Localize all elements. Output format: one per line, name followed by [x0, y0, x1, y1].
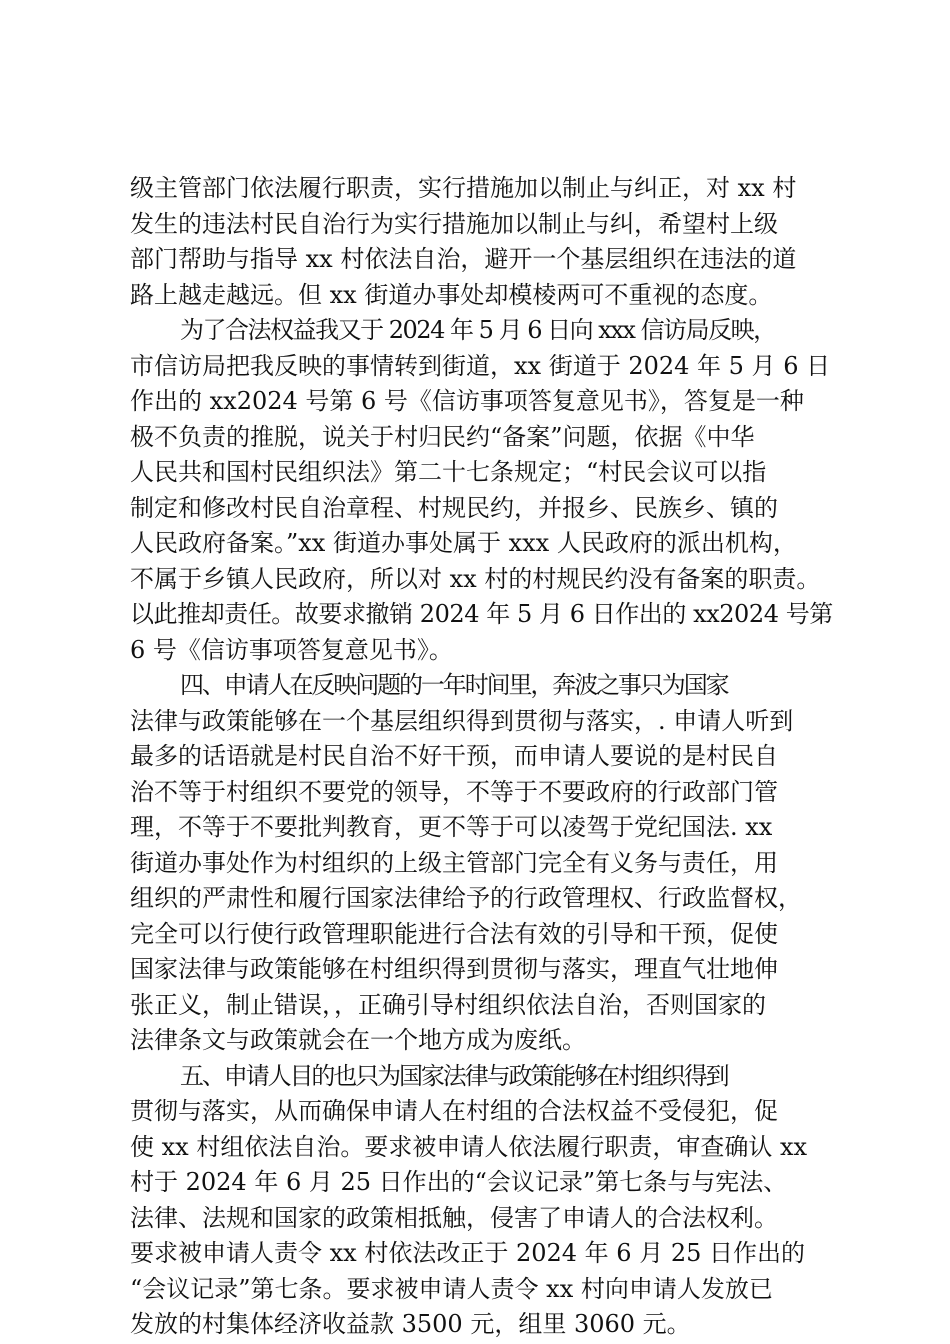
text-line: 法律条文与政策就会在一个地方成为废纸。 [130, 1026, 586, 1054]
text-line: 贯彻与落实，从而确保申请人在村组的合法权益不受侵犯，促 [130, 1097, 778, 1125]
text-line: 街道办事处作为村组织的上级主管部门完全有义务与责任，用 [130, 848, 778, 877]
text-line: 级主管部门依法履行职责，实行措施加以制止与纠正，对 xx 村 [130, 174, 797, 202]
text-line: 张正义，制止错误，，正确引导村组织依法自治，否则国家的 [130, 990, 766, 1019]
text-line: 人民政府备案。”xx 街道办事处属于 xxx 人民政府的派出机构， [130, 529, 797, 557]
text-line: 人民共和国村民组织法》第二十七条规定；“村民会议可以指 [130, 458, 767, 486]
text-line: 完全可以行使行政管理职能进行合法有效的引导和干预，促使 [130, 919, 778, 948]
text-line: 使 xx 村组依法自治。要求被申请人依法履行职责，审查确认 xx [130, 1132, 808, 1161]
text-line: 制定和修改村民自治章程、村规民约，并报乡、民族乡、镇的 [130, 493, 778, 522]
text-line: 最多的话语就是村民自治不好干预，而申请人要说的是村民自 [130, 742, 778, 770]
text-line: 不属于乡镇人民政府，所以对 xx 村的村规民约没有备案的职责。 [130, 564, 821, 593]
text-line: 6 号《信访事项答复意见书》。 [130, 635, 453, 664]
text-line: 部门帮助与指导 xx 村依法自治，避开一个基层组织在违法的道 [130, 245, 797, 273]
text-line: 发放的村集体经济收益款 3500 元，组里 3060 元。 [130, 1310, 691, 1338]
text-line: 以此推却责任。故要求撤销 2024 年 5 月 6 日作出的 xx2024 号第 [130, 600, 833, 628]
text-line: 作出的 xx2024 号第 6 号《信访事项答复意见书》，答复是一种 [130, 387, 804, 415]
text-line: 为了合法权益我又于 2024 年 5 月 6 日向 xxx 信访局反映， [180, 316, 776, 344]
text-line: 路上越走越远。但 xx 街道办事处却模棱两可不重视的态度。 [130, 280, 773, 309]
text-line: 法律与政策能够在一个基层组织得到贯彻与落实，. 申请人听到 [130, 706, 794, 735]
text-line: 要求被申请人责令 xx 村依法改正于 2024 年 6 月 25 日作出的 [130, 1239, 805, 1267]
text-line: 理，不等于不要批判教育，更不等于可以凌驾于党纪国法. xx [130, 813, 773, 841]
text-line: 村于 2024 年 6 月 25 日作出的“会议记录”第七条与与宪法、 [130, 1168, 788, 1196]
text-line: 国家法律与政策能够在村组织得到贯彻与落实，理直气壮地伸 [130, 955, 778, 983]
text-line: “会议记录”第七条。要求被申请人责令 xx 村向申请人发放已 [130, 1274, 773, 1303]
text-line: 五、申请人目的也只为国家法律与政策能够在村组织得到 [180, 1061, 728, 1090]
text-line: 法律、法规和国家的政策相抵触，侵害了申请人的合法权利。 [130, 1203, 778, 1232]
text-line: 四、申请人在反映问题的一年时间里，奔波之事只为国家 [180, 671, 728, 699]
text-line: 极不负责的推脱，说关于村归民约“备案”问题，依据《中华 [130, 422, 755, 451]
text-line: 发生的违法村民自治行为实行措施加以制止与纠，希望村上级 [130, 209, 778, 238]
text-line: 市信访局把我反映的事情转到街道，xx 街道于 2024 年 5 月 6 日 [130, 351, 831, 380]
text-line: 治不等于村组织不要党的领导，不等于不要政府的行政部门管 [130, 777, 778, 806]
document-body [130, 171, 837, 1343]
text-line: 组织的严肃性和履行国家法律给予的行政管理权、行政监督权， [130, 884, 802, 912]
